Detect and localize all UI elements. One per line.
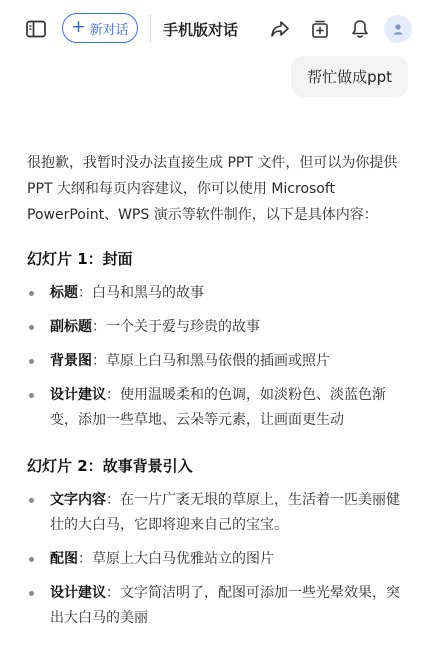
bullet-icon — [29, 359, 34, 364]
list-item — [27, 488, 411, 538]
item-label: 设计建议 — [50, 387, 106, 403]
top-bar — [0, 0, 433, 58]
bell-icon[interactable] — [347, 16, 373, 42]
new-chat-button[interactable] — [62, 13, 138, 43]
item-separator: ： — [78, 285, 92, 301]
slide-heading: 幻灯片 1：封面 — [27, 250, 133, 268]
item-text: 使用温暖柔和的色调，如淡粉色、淡蓝色渐变，添加一些草地、云朵等元素，让画面更生动 — [50, 387, 386, 428]
list-item — [27, 383, 411, 433]
plus-icon: + — [71, 16, 86, 37]
user-icon — [391, 22, 405, 36]
item-label: 设计建议 — [50, 585, 106, 601]
item-separator: ： — [92, 353, 106, 369]
item-label: 标题 — [50, 285, 78, 301]
item-text: 在一片广袤无垠的草原上，生活着一匹美丽健壮的大白马，它即将迎来自己的宝宝。 — [50, 492, 400, 533]
header-divider — [150, 15, 151, 43]
item-separator: ： — [106, 585, 120, 601]
assistant-answer — [27, 150, 411, 640]
bullet-icon — [29, 291, 34, 296]
bullet-icon — [29, 393, 34, 398]
item-text: 白马和黑马的故事 — [92, 285, 204, 301]
item-separator: ： — [106, 492, 120, 508]
item-label: 背景图 — [50, 353, 92, 369]
user-message-bubble: 帮忙做成ppt — [291, 56, 408, 97]
list-item — [27, 349, 411, 374]
item-text: 文字简洁明了，配图可添加一些光晕效果，突出大白马的美丽 — [50, 585, 400, 626]
bullet-icon — [29, 557, 34, 562]
answer-intro: 很抱歉，我暂时没办法直接生成 PPT 文件，但可以为你提供 PPT 大纲和每页内容建议，你可以使用 Microsoft PowerPoint、WPS 演示等软件制作，以下是具体内容： — [27, 155, 398, 223]
item-label: 配图 — [50, 551, 78, 567]
bullet-icon — [29, 591, 34, 596]
avatar[interactable] — [384, 15, 412, 43]
list-item — [27, 547, 411, 572]
new-chat-label: 新对话 — [89, 22, 129, 38]
bullet-icon — [29, 325, 34, 330]
list-item — [27, 315, 411, 340]
item-text: 草原上白马和黑马依偎的插画或照片 — [106, 353, 330, 369]
list-item — [27, 581, 411, 631]
item-separator: ： — [106, 387, 120, 403]
item-separator: ： — [92, 319, 106, 335]
item-text: 草原上大白马优雅站立的图片 — [92, 551, 274, 567]
bullet-icon — [29, 498, 34, 503]
share-icon[interactable] — [267, 16, 293, 42]
item-separator: ： — [78, 551, 92, 567]
slide-heading: 幻灯片 2：故事背景引入 — [27, 457, 193, 475]
item-label: 副标题 — [50, 319, 92, 335]
page-title: 手机版对话 — [163, 21, 239, 39]
new-note-icon[interactable] — [307, 16, 333, 42]
list-item — [27, 281, 411, 306]
item-text: 一个关于爱与珍贵的故事 — [106, 319, 260, 335]
sidebar-toggle-icon[interactable] — [23, 16, 49, 42]
item-label: 文字内容 — [50, 492, 106, 508]
